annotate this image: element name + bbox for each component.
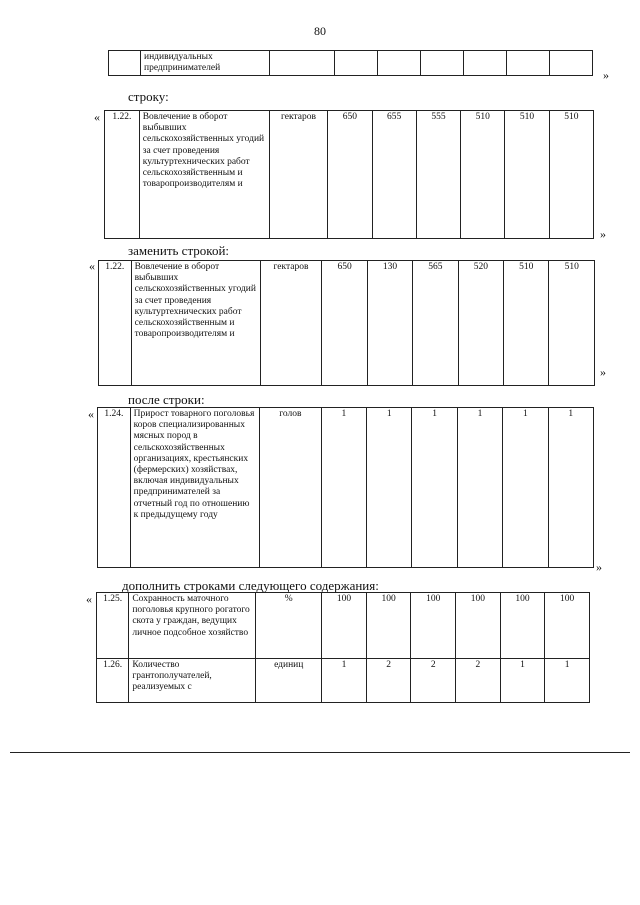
- open-quote: «: [89, 259, 95, 273]
- row-value: 510: [549, 111, 593, 239]
- row-value: 100: [545, 593, 590, 659]
- row-value: 1: [545, 659, 590, 703]
- row-number: 1.26.: [97, 659, 129, 703]
- row-value: 655: [372, 111, 416, 239]
- row-number: 1.24.: [98, 408, 131, 568]
- top-fragment-table: [108, 50, 593, 76]
- row-value: 555: [416, 111, 460, 239]
- row-number: 1.25.: [97, 593, 129, 659]
- row-value: 565: [413, 261, 458, 386]
- row-value: 520: [458, 261, 503, 386]
- row-value: 1: [321, 408, 366, 568]
- row-number: 1.22.: [105, 111, 140, 239]
- page-number: 80: [314, 24, 326, 38]
- close-quote: »: [600, 365, 606, 379]
- row-value: 2: [411, 659, 456, 703]
- row-number: 1.22.: [99, 261, 132, 386]
- row-unit: %: [256, 593, 322, 659]
- row-description: Вовлечение в оборот выбывших сельскохозяйственных угодий за счет проведения культуртехнических работ сельскохозяйственным и товаропроизводителям и: [139, 111, 269, 239]
- row-unit: голов: [260, 408, 321, 568]
- row-value: 100: [322, 593, 367, 659]
- row-122-old-table: [104, 110, 594, 239]
- row-value: 2: [456, 659, 501, 703]
- row-value: 650: [322, 261, 367, 386]
- row-description: Прирост товарного поголовья коров специализированных мясных пород в сельскохозяйственных организациях, крестьянских (фермерских) хозяйствах, включая индивидуальных предпринимателей за отчетный год по отношению к предыдущему году: [130, 408, 260, 568]
- row-122-new-table: [98, 260, 595, 386]
- row-value: 100: [366, 593, 411, 659]
- row-value: 1: [548, 408, 593, 568]
- row-value: 510: [504, 261, 549, 386]
- top-fragment-text: индивидуальных предпринимателей: [141, 51, 270, 76]
- open-quote: «: [94, 110, 100, 124]
- row-value: 510: [461, 111, 505, 239]
- row-value: 1: [412, 408, 457, 568]
- row-value: 510: [549, 261, 595, 386]
- row-unit: гектаров: [260, 261, 322, 386]
- page-divider: [10, 752, 630, 753]
- table-row: [97, 593, 590, 659]
- open-quote: «: [88, 407, 94, 421]
- caption-line: после строки:: [128, 392, 205, 407]
- new-rows-table: [96, 592, 590, 703]
- row-value: 2: [366, 659, 411, 703]
- caption-line: заменить строкой:: [128, 243, 230, 258]
- row-value: 130: [367, 261, 412, 386]
- table-row: [97, 659, 590, 703]
- close-quote: »: [596, 560, 602, 574]
- close-quote: »: [600, 227, 606, 241]
- caption-line: дополнить строками следующего содержания:: [122, 578, 379, 593]
- open-quote: «: [86, 592, 92, 606]
- caption-line: строку:: [128, 89, 169, 104]
- row-value: 1: [457, 408, 502, 568]
- close-quote: »: [603, 68, 609, 82]
- row-124-table: [97, 407, 594, 568]
- row-unit: единиц: [256, 659, 322, 703]
- row-description: Количество грантополучателей, реализуемых с: [129, 659, 256, 703]
- row-value: 1: [322, 659, 367, 703]
- row-value: 100: [456, 593, 501, 659]
- row-value: 1: [503, 408, 548, 568]
- row-value: 100: [500, 593, 545, 659]
- row-value: 1: [500, 659, 545, 703]
- row-unit: гектаров: [269, 111, 327, 239]
- row-value: 650: [328, 111, 372, 239]
- row-description: Сохранность маточного поголовья крупного рогатого скота у граждан, ведущих личное подсобное хозяйство: [129, 593, 256, 659]
- row-value: 1: [367, 408, 412, 568]
- row-value: 510: [505, 111, 549, 239]
- row-description: Вовлечение в оборот выбывших сельскохозяйственных угодий за счет проведения культуртехнических работ сельскохозяйственным и товаропроизводителям и: [131, 261, 260, 386]
- row-value: 100: [411, 593, 456, 659]
